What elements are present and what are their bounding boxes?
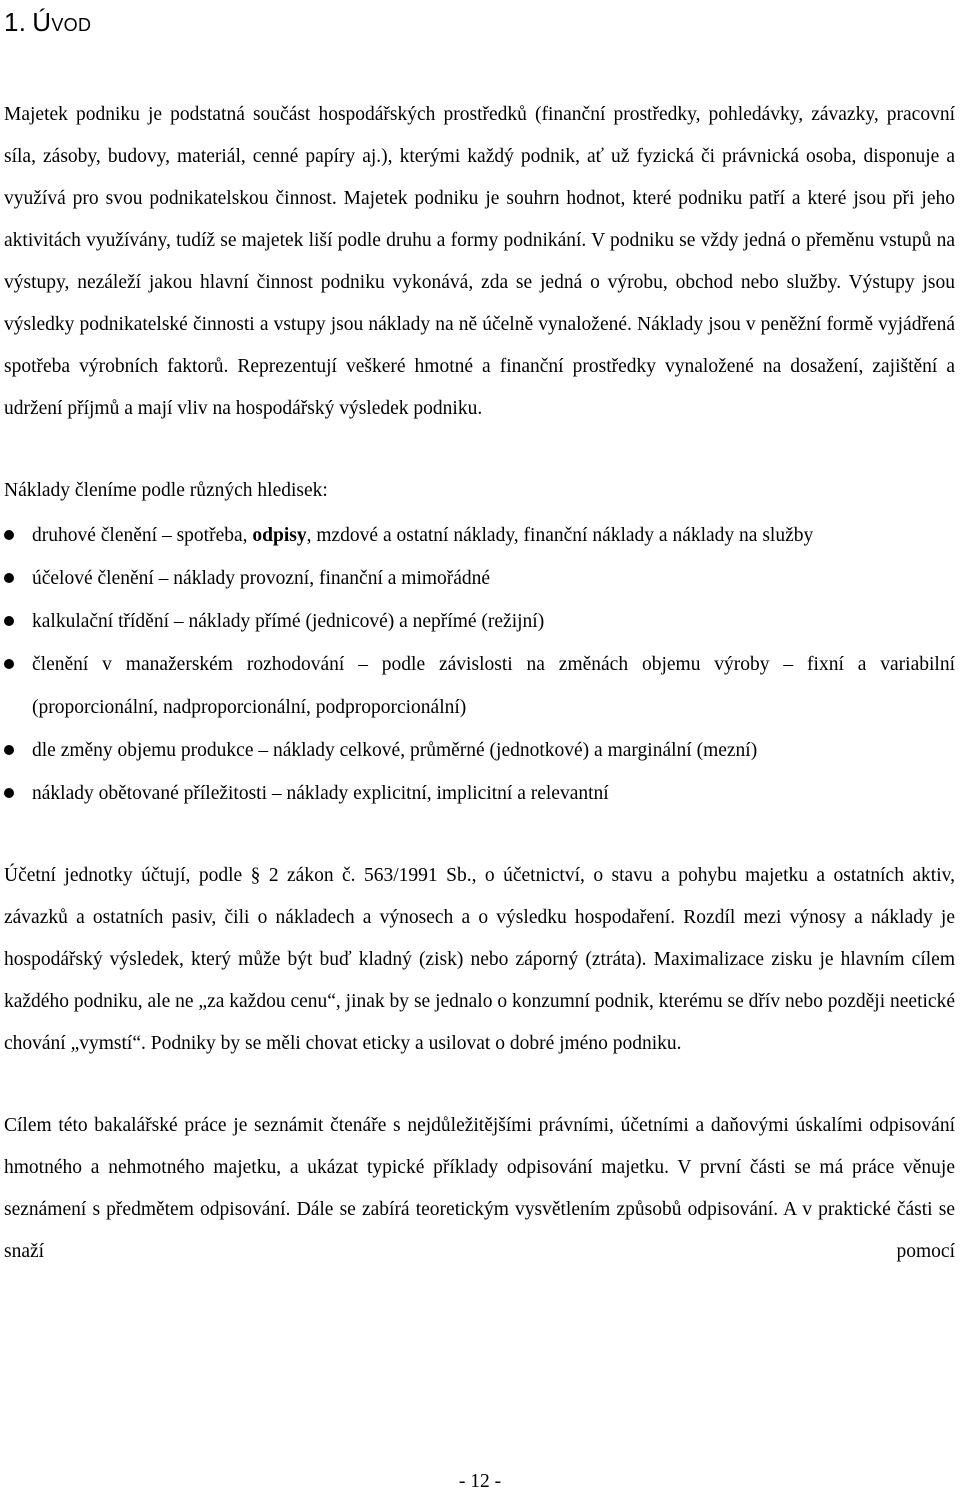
list-item-text: náklady obětované příležitosti – náklady explicitní, implicitní a relevantní <box>32 783 609 804</box>
list-item <box>4 643 955 729</box>
bullet-icon <box>4 745 14 755</box>
chapter-title: Úvod <box>32 7 92 37</box>
cost-classification-list <box>4 514 955 815</box>
bullet-icon <box>4 616 14 626</box>
chapter-number: 1. <box>4 7 27 37</box>
list-item <box>4 557 955 600</box>
list-item-text: členění v manažerském rozhodování – podle závislosti na změnách objemu výroby – fixní a variabilní (proporcionální, nadproporcionální, podproporcionální) <box>32 654 955 718</box>
list-item-text: kalkulační třídění – náklady přímé (jednicové) a nepřímé (režijní) <box>32 611 545 632</box>
page-number: - 12 - <box>458 1471 502 1492</box>
list-item-text: , mzdové a ostatní náklady, finanční náklady a náklady na služby <box>306 525 814 546</box>
bullet-icon <box>4 573 14 583</box>
list-item-text: druhové členění – spotřeba, <box>32 525 253 546</box>
list-item-text: dle změny objemu produkce – náklady celkové, průměrné (jednotkové) a marginální (mezní) <box>32 740 758 761</box>
list-intro: Náklady členíme podle různých hledisek: <box>4 480 328 501</box>
document-page <box>4 0 955 1273</box>
list-item-text: účelové členění – náklady provozní, finanční a mimořádné <box>32 568 491 589</box>
bullet-icon <box>4 788 14 798</box>
list-item <box>4 772 955 815</box>
paragraph-intro: Majetek podniku je podstatná součást hospodářských prostředků (finanční prostředky, pohledávky, závazky, pracovní síla, zásoby, budovy, materiál, cenné papíry aj.), kterými každý podnik, ať už fyzická či právnická osoba, disponuje a využívá pro svou podnikatelskou činnost. Majetek podniku je souhrn hodnot, které podniku patří a které jsou při jeho aktivitách využívány, tudíž se majetek liší podle druhu a formy podnikání. V podniku se vždy jedná o přeměnu vstupů na výstupy, nezáleží jakou hlavní činnost podniku vykonává, zda se jedná o výrobu, obchod nebo služby. Výstupy jsou výsledky podnikatelské činnosti a vstupy jsou náklady na ně účelně vynaložené. Náklady jsou v peněžní formě vyjádřená spotřeba výrobních faktorů. Reprezentují veškeré hmotné a finanční prostředky vynaložené na dosažení, zajištění a udržení příjmů a mají vliv na hospodářský výsledek podniku. <box>4 104 955 419</box>
bullet-icon <box>4 530 14 540</box>
chapter-heading <box>4 0 955 46</box>
list-item <box>4 514 955 557</box>
bullet-icon <box>4 659 14 669</box>
list-item <box>4 600 955 643</box>
list-item <box>4 729 955 772</box>
list-item-bold: odpisy <box>252 525 307 546</box>
paragraph-accounting: Účetní jednotky účtují, podle § 2 zákon č. 563/1991 Sb., o účetnictví, o stavu a pohybu majetku a ostatních aktiv, závazků a ostatních pasiv, čili o nákladech a výnosech a o výsledku hospodaření. Rozdíl mezi výnosy a náklady je hospodářský výsledek, který může být buď kladný (zisk) nebo záporný (ztráta). Maximalizace zisku je hlavním cílem každého podniku, ale ne „za každou cenu“, jinak by se jednalo o konzumní podnik, kterému se dřív nebo později neetické chování „vymstí“. Podniky by se měli chovat eticky a usilovat o dobré jméno podniku. <box>4 865 955 1054</box>
paragraph-thesis-goal: Cílem této bakalářské práce je seznámit čtenáře s nejdůležitějšími právními, účetními a daňovými úskalími odpisování hmotného a nehmotného majetku, a ukázat typické příklady odpisování majetku. V první části se má práce věnuje seznámení s předmětem odpisování. Dále se zabírá teoretickým vysvětlením způsobů odpisování. A v praktické části se snaží pomocí <box>4 1115 955 1262</box>
